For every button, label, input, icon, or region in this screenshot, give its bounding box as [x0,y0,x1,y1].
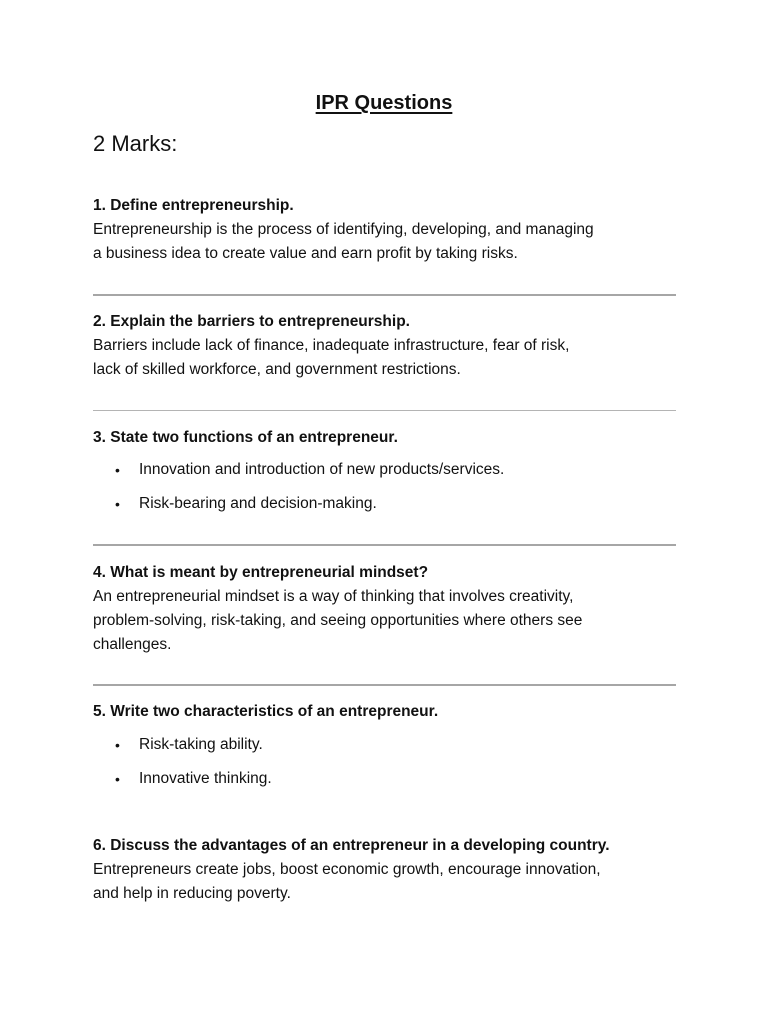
bullet-list [93,458,693,516]
question-title: 2. Explain the barriers to entrepreneurship. [93,313,410,330]
question-answer [93,334,693,382]
list-item-text: Innovation and introduction of new products/services. [139,461,505,478]
answer-line: Entrepreneurship is the process of identifying, developing, and managing [93,221,594,238]
question-2 [93,310,693,382]
question-answer [93,218,693,266]
answer-line: and help in reducing poverty. [93,885,291,902]
bullet-list [93,733,693,791]
section-divider [93,294,676,296]
list-item-text: Innovative thinking. [139,770,272,787]
answer-line: Entrepreneurs create jobs, boost economic growth, encourage innovation, [93,861,601,878]
answer-line: problem-solving, risk-taking, and seeing opportunities where others see [93,612,583,629]
question-1 [93,194,693,266]
question-title: 4. What is meant by entrepreneurial mindset? [93,564,429,581]
section-divider [93,684,676,686]
bullet-icon: • [115,771,120,787]
section-divider [93,410,676,411]
list-item-text: Risk-taking ability. [139,736,263,753]
answer-line: An entrepreneurial mindset is a way of thinking that involves creativity, [93,588,574,605]
section-heading: 2 Marks: [93,131,178,156]
question-6 [93,834,693,906]
list-item [93,492,693,516]
list-item [93,733,693,757]
question-answer [93,585,693,657]
document-title: IPR Questions [315,92,453,114]
question-5 [93,700,693,801]
question-title: 6. Discuss the advantages of an entrepreneur in a developing country. [93,837,610,854]
list-item-text: Risk-bearing and decision-making. [139,495,377,512]
question-title: 3. State two functions of an entrepreneur. [93,429,398,446]
question-answer [93,858,693,906]
bullet-icon: • [115,496,120,512]
list-item [93,458,693,482]
answer-line: Barriers include lack of finance, inadequate infrastructure, fear of risk, [93,337,570,354]
answer-line: challenges. [93,636,172,653]
answer-line: lack of skilled workforce, and government restrictions. [93,361,461,378]
answer-line: a business idea to create value and earn profit by taking risks. [93,245,518,262]
question-3 [93,426,693,526]
section-divider [93,544,676,546]
question-title: 1. Define entrepreneurship. [93,197,294,214]
question-title: 5. Write two characteristics of an entrepreneur. [93,703,439,720]
bullet-icon: • [115,737,120,753]
question-4 [93,561,693,657]
list-item [93,767,693,791]
bullet-icon: • [115,462,120,478]
